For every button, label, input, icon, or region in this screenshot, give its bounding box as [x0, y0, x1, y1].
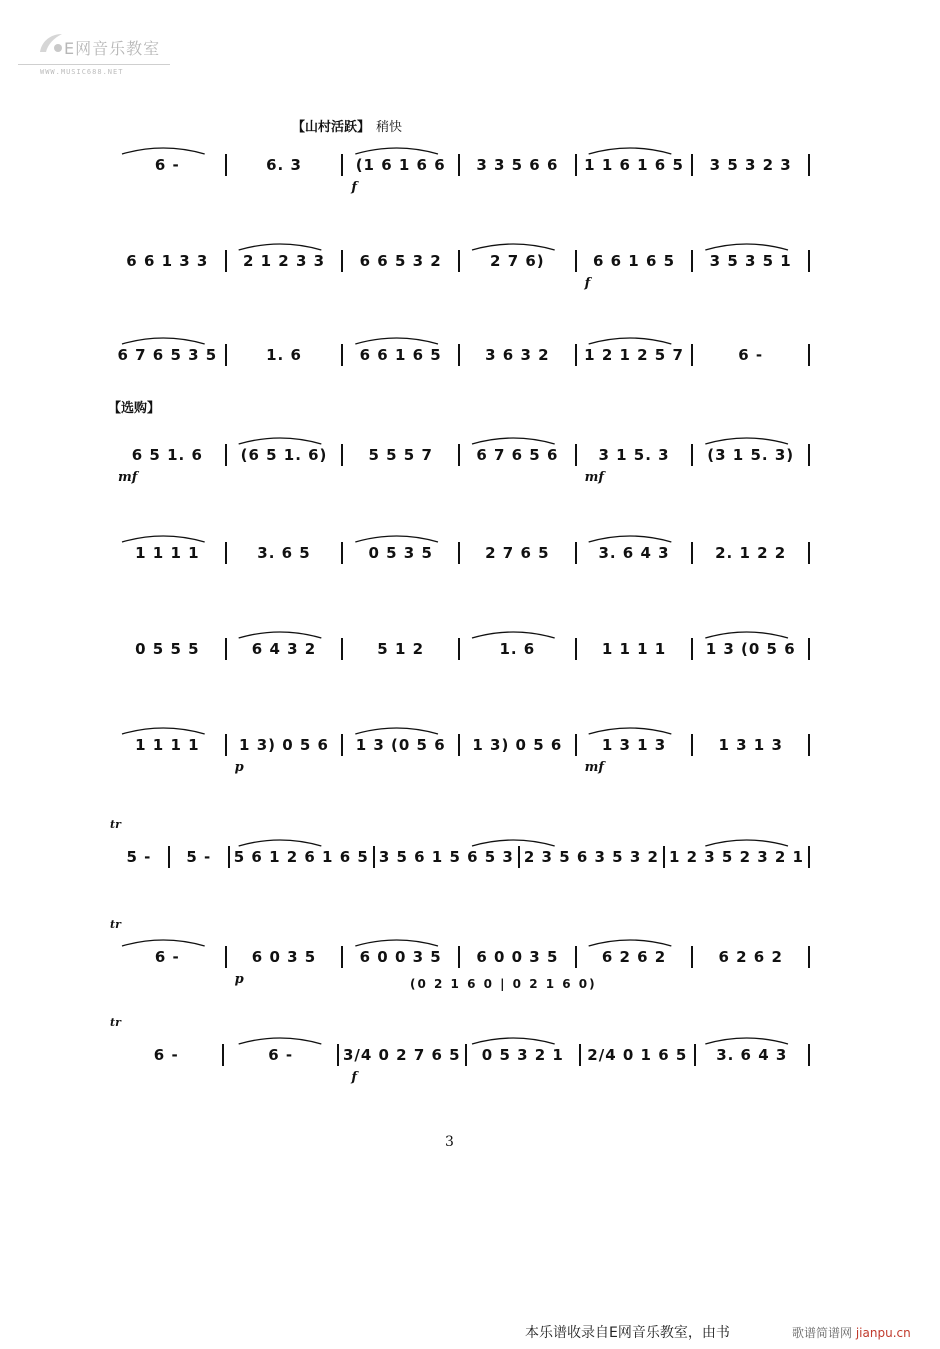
measure: 1 3) 0 5 6: [472, 736, 563, 754]
measure: 6 -: [153, 1046, 179, 1064]
section-name: 【山村活跃】: [292, 120, 371, 135]
measure: 5 1 2: [377, 640, 425, 658]
measure-line: [110, 344, 810, 366]
dynamic-marking: f: [584, 276, 591, 291]
section-name: 【选购】: [108, 401, 161, 416]
measure: (6 5 1. 6): [240, 446, 328, 464]
measure: 3 5 3 5 1: [709, 252, 792, 270]
bar-line: [808, 154, 810, 176]
measure: 5 6 1 2 6 1 6 5: [233, 848, 369, 866]
bar-line: [808, 946, 810, 968]
measure: 1 2 3 5 2 3 2 1: [668, 848, 804, 866]
measure: 2. 1 2 2: [715, 544, 787, 562]
dynamic-marking: f: [351, 180, 357, 195]
measure: 1 1 1 1: [135, 544, 200, 562]
measure: 3/4 0 2 7 6 5: [342, 1046, 461, 1064]
bar-line: [808, 542, 810, 564]
dynamic-marking: p: [234, 972, 244, 987]
score-row: [110, 228, 810, 298]
score-row: [110, 818, 810, 894]
measure: 1 2 1 2 5 7: [584, 346, 684, 364]
measure: 5 5 5 7: [368, 446, 433, 464]
score-row: [110, 918, 810, 994]
score-row: [110, 520, 810, 590]
bar-line: [808, 1044, 810, 1066]
measure: 6 7 6 5 6: [476, 446, 559, 464]
trill-marking: tr: [110, 918, 121, 931]
sub-part-line: (0 2 1 6 0 | 0 2 1 6 0): [410, 977, 597, 991]
measure: 1. 6: [499, 640, 536, 658]
measure: (1 6 1 6 6: [355, 156, 446, 174]
dynamic-marking: f: [351, 1070, 357, 1085]
dynamic-marking: mf: [118, 470, 138, 485]
measure: 2 7 6): [490, 252, 545, 270]
measure-line: [110, 444, 810, 466]
watermark-url: jianpu.cn: [855, 1326, 911, 1340]
measure: 1 1 1 1: [135, 736, 200, 754]
bar-line: [808, 734, 810, 756]
trill-marking: tr: [110, 1016, 121, 1029]
dynamic-marking: mf: [584, 470, 605, 485]
measure: 1. 6: [266, 346, 302, 364]
bar-line: [808, 846, 810, 868]
measure-line: [110, 542, 810, 564]
measure: 1 3 1 3: [718, 736, 783, 754]
measure: 3. 6 4 3: [598, 544, 670, 562]
measure: 6 0 3 5: [251, 948, 317, 966]
logo-divider: [18, 64, 170, 65]
score-row: [110, 712, 810, 782]
measure: 2/4 0 1 6 5: [587, 1046, 688, 1064]
bar-line: [808, 250, 810, 272]
measure: 5 -: [186, 848, 212, 866]
tempo-marking: 稍快: [376, 120, 403, 135]
measure: 1 3 1 3: [601, 736, 667, 754]
dynamic-marking: p: [234, 760, 244, 775]
score-row: [110, 422, 810, 492]
site-logo: [18, 30, 178, 80]
measure: 6 -: [738, 346, 764, 364]
measure: 0 5 3 5: [368, 544, 433, 562]
measure-line: [110, 250, 810, 272]
page-number: 3: [445, 1134, 454, 1150]
score-row: [110, 322, 810, 392]
measure: 3. 6 4 3: [716, 1046, 788, 1064]
footer-credit: 本乐谱收录自E网音乐教室，由书: [525, 1325, 730, 1341]
measure: 6 -: [154, 156, 180, 174]
bar-line: [808, 638, 810, 660]
score-row: [110, 616, 810, 686]
measure-line: [110, 1044, 810, 1066]
score-row: [110, 1016, 810, 1092]
score-row: [110, 132, 810, 202]
measure: 6. 3: [266, 156, 302, 174]
logo-url: WWW.MUSIC688.NET: [40, 68, 124, 76]
measure: 6 2 6 2: [718, 948, 783, 966]
measure-line: [110, 734, 810, 756]
measure: 0 5 5 5: [135, 640, 200, 658]
measure: 6 0 0 3 5: [476, 948, 559, 966]
measure-line: [110, 638, 810, 660]
measure: 1 1 6 1 6 5: [584, 156, 684, 174]
measure: 0 5 3 2 1: [481, 1046, 564, 1064]
dynamic-marking: mf: [584, 760, 605, 775]
measure: 2 7 6 5: [485, 544, 550, 562]
measure-line: [110, 846, 810, 868]
watermark-site: 歌谱简谱网: [792, 1326, 853, 1340]
measure: 1 3 (0 5 6: [355, 736, 446, 754]
measure: 3 5 3 2 3: [709, 156, 792, 174]
measure-line: [110, 946, 810, 968]
bar-line: [808, 444, 810, 466]
section-title-2: [108, 397, 160, 416]
measure: 3 1 5. 3: [598, 446, 670, 464]
bar-line: [808, 344, 810, 366]
measure: 6 6 1 3 3: [126, 252, 209, 270]
measure: 6 7 6 5 3 5: [117, 346, 218, 364]
measure: 5 -: [126, 848, 152, 866]
measure: 1 3) 0 5 6: [239, 736, 329, 754]
measure: 6 6 5 3 2: [359, 252, 442, 270]
measure: (3 1 5. 3): [707, 446, 795, 464]
measure: 6 5 1. 6: [131, 446, 203, 464]
trill-marking: tr: [110, 818, 121, 831]
measure: 3. 6 5: [257, 544, 311, 562]
measure: 6 0 0 3 5: [359, 948, 442, 966]
logo-icon: [36, 30, 66, 56]
measure: 2 1 2 3 3: [242, 252, 326, 270]
measure: 3 5 6 1 5 6 5 3: [378, 848, 514, 866]
logo-brand: E网音乐教室: [64, 39, 161, 58]
measure: 1 1 1 1: [601, 640, 667, 658]
measure: 6 2 6 2: [601, 948, 667, 966]
measure: 6 -: [154, 948, 180, 966]
measure: 6 6 1 6 5: [592, 252, 676, 270]
measure: 6 6 1 6 5: [359, 346, 442, 364]
measure: 6 -: [268, 1046, 294, 1064]
measure: 1 3 (0 5 6: [705, 640, 796, 658]
measure-line: [110, 154, 810, 176]
measure: 3 3 5 6 6: [476, 156, 559, 174]
bottom-watermark: [792, 1324, 911, 1341]
measure: 3 6 3 2: [485, 346, 550, 364]
measure: 6 4 3 2: [251, 640, 317, 658]
measure: 2 3 5 6 3 5 3 2: [523, 848, 659, 866]
